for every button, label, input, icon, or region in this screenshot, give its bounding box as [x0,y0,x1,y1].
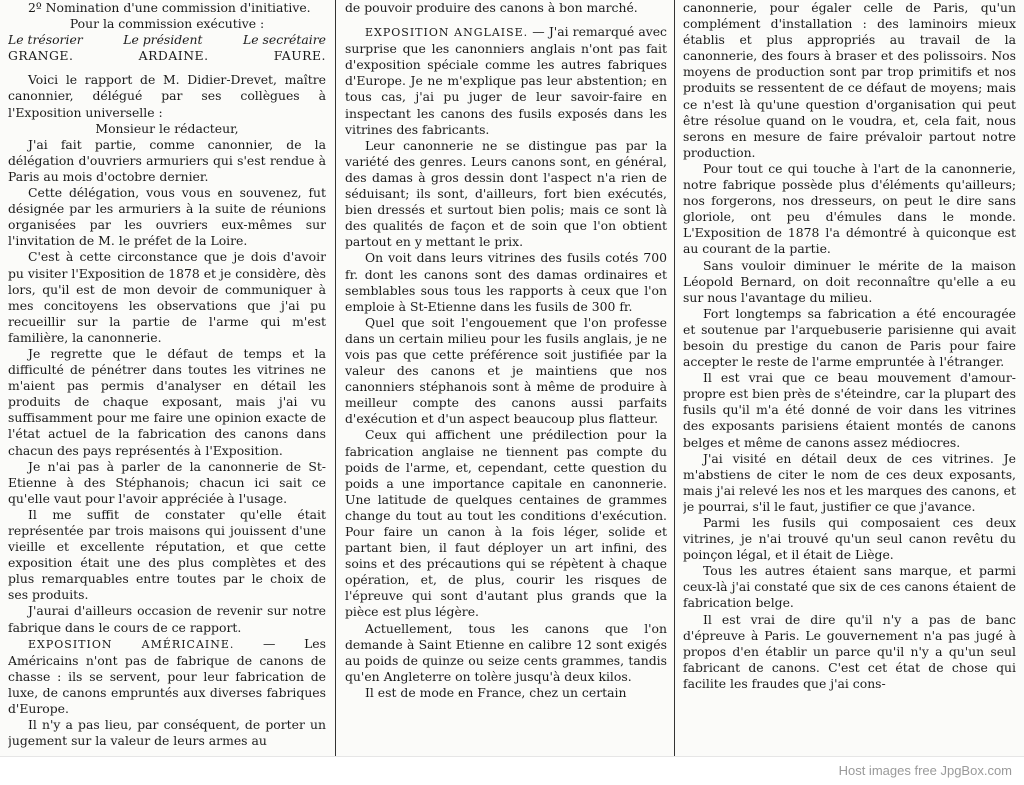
english-heading: EXPOSITION ANGLAISE. [365,26,529,40]
salutation: Monsieur le rédacteur, [95,120,239,136]
column-1 [8,0,326,756]
american-text: — Les Américains n'ont pas de fabrique de canons de chasse : ils se servent, pour leur fabrication de luxe, de canons empruntés aux diverses fabriques d'Europe. [8,635,326,717]
role-treasurer: Le trésorier [8,32,83,48]
role-secretary: Le secrétaire [243,32,326,48]
paragraph: Il me suffit de constater qu'elle était représentée par trois maisons qui jouissent d'une vieille et excellente réputation, et que cette exposition était une des plus complètes et des plus remarquables entre toutes par le choix de ses produits. [8,506,326,603]
paragraph: Je regrette que le défaut de temps et la difficulté de pénétrer dans toutes les vitrines ne m'aient pas permis d'analyser en détail les produits de chaque exposant, mais j'ai vu suffisamment pour me faire une opinion exacte de l'état actuel de la fabrication des canons dans chacun des pays représentés à l'Exposition. [8,345,326,458]
paragraph: Parmi les fusils qui composaient ces deux vitrines, je n'ai trouvé qu'un seul canon revêtu du poinçon légal, et il était de Liège. [683,515,1016,563]
paragraph: J'ai visité en détail deux de ces vitrines. Je m'abstiens de citer le nom de ces deux exposants, mais j'ai relevé les nos et les marques des canons, et je pourrai, s'il le faut, justifier ce que j'avance. [683,450,1016,514]
name-treasurer: GRANGE. [8,48,74,64]
paragraph: Pour tout ce qui touche à l'art de la canonnerie, notre fabrique possède plus d'éléments qu'ailleurs; nos forgerons, nos dresseurs, on peut le dire sans gloriole, ont peu d'émules dans le monde. L'Exposition de 1878 l'a démontré à quiconque est au courant de la partie. [683,160,1016,257]
column-2 [345,0,667,756]
paragraph: Tous les autres étaient sans marque, et parmi ceux-là j'ai constaté que six de ces canons étaient de fabrication belge. [683,563,1016,611]
paragraph: Actuellement, tous les canons que l'on demande à Saint Etienne en calibre 12 sont exigés au poids de quinze ou seize cents grammes, tandis qu'en Angleterre on tolère jusqu'à deux kilos. [345,620,667,684]
paragraph: J'aurai d'ailleurs occasion de revenir sur notre fabrique dans le cours de ce rapport. [8,603,326,635]
american-heading: EXPOSITION AMÉRICAINE. [28,637,235,651]
paragraph: J'ai fait partie, comme canonnier, de la délégation d'ouvriers armuriers qui s'est rendue à Paris au mois d'octobre dernier. [8,136,326,184]
paragraph: Fort longtemps sa fabrication a été encouragée et soutenue par l'arquebuserie parisienne qui avait besoin du prestige du canon de Paris pour faire accepter le reste de l'arme empruntée à l'étranger. [683,305,1016,370]
column-3 [683,0,1016,756]
column-divider [335,0,336,756]
name-president: ARDAINE. [138,48,209,64]
paragraph: Cette délégation, vous vous en souvenez, fut désignée par les armuriers à la suite de réunions organisées par les ouvriers eux-mêmes sur l'invitation de M. le préfet de la Loire. [8,185,326,249]
paragraph: Il est vrai que ce beau mouvement d'amour-propre est bien près de s'éteindre, car la plupart des fusils qu'il m'a été donné de voir dans les vitrines des exposants parisiens étaient montés de canons belges et même de canons assez médiocres. [683,370,1016,450]
paragraph: canonnerie, pour égaler celle de Paris, qu'un complément d'installation : des laminoirs mieux établis et plus appropriés au travail de la canonnerie, des fours à braser et des polissoirs. Nos moyens de production sont par trop primitifs et nos produits se ressentent de ce défaut de moyens; mais ce n'est là qu'une question d'organisation qui peut être résolue quand on le voudra, et, cela fait, nous serons en mesure de faire prévaloir partout notre production. [683,0,1016,160]
paragraph: de pouvoir produire des canons à bon marché. [345,0,638,15]
paragraph: Sans vouloir diminuer le mérite de la maison Léopold Bernard, on doit reconnaître qu'elle a eu sur nous l'avantage du milieu. [683,257,1016,305]
paragraph: Il est de mode en France, chez un certain [365,684,627,700]
column-divider [674,0,675,756]
watermark-link[interactable]: Host images free JpgBox.com [838,763,1012,778]
signatory-names [8,48,326,64]
agenda-item-2: 2º Nomination d'une commission d'initiative. [28,0,311,15]
english-text: — J'ai remarqué avec surprise que les canonniers anglais n'ont pas fait d'exposition spéciale comme les autres fabriques d'Europe. Je ne m'explique pas leur abstention; en tous cas, j'ai pu juger de leur savoir-faire en inspectant les canons des fusils exposés dans les vitrines des fabricants. [345,24,667,137]
report-intro: Voici le rapport de M. Didier-Drevet, maître canonnier, délégué par ses collègues à l'Exposition universelle : [8,72,326,120]
paragraph: Il n'y a pas lieu, par conséquent, de porter un jugement sur la valeur de leurs armes au [8,717,326,749]
paragraph: Je n'ai pas à parler de la canonnerie de St-Etienne à des Stéphanois; chacun ici sait ce qu'elle vaut pour l'avoir appréciée à l'usage. [8,458,326,506]
paragraph: C'est à cette circonstance que je dois d'avoir pu visiter l'Exposition de 1878 et je considère, dès lors, qu'il est de mon devoir de communiquer à mes concitoyens les observations que j'ai pu recueillir sur la partie de l'arme qui m'est familière, la canonnerie. [8,249,326,345]
paragraph: Il est vrai de dire qu'il n'y a pas de banc d'épreuve à Paris. Le gouvernement n'a pas jugé à propos d'en établir un parce qu'il n'y a qu'un seul fabricant de canons. C'est cet état de chose qui facilite les fraudes que j'ai cons- [683,611,1016,691]
signatory-roles [8,32,326,48]
american-section [8,636,326,717]
role-president: Le président [123,32,203,48]
paragraph: Leur canonnerie ne se distingue pas par la variété des genres. Leurs canons sont, en général, des damas à gros dessin dont l'aspect n'a rien de séduisant; ils sont, d'ailleurs, fort bien exécutés, bien dressés et surtout bien polis; mais ce sont là des qualités de façon et de soin que l'on obtient partout en y mettant le prix. [345,137,667,250]
name-secretary: FAURE. [273,48,326,64]
paragraph: Quel que soit l'engouement que l'on professe dans un certain milieu pour les fusils anglais, je ne vois pas que cette préférence soit justifiée par la valeur des canons et je maintiens que nos canonniers stéphanois sont à même de produire à meilleur compte des canons aussi parfaits d'exécution et d'un aspect beaucoup plus flatteur. [345,314,667,427]
footer-bar [0,756,1024,785]
commission-heading: Pour la commission exécutive : [69,16,265,32]
paragraph: On voit dans leurs vitrines des fusils cotés 700 fr. dont les canons sont des damas ordinaires et semblables sous tous les rapports à ceux que l'on emploie à St-Etienne dans les fusils de 300 fr. [345,250,667,314]
paragraph: Ceux qui affichent une prédilection pour la fabrication anglaise ne tiennent pas compte du poids de l'arme, et, cependant, cette question du poids a une importance capitale en canonnerie. Une latitude de quelques centaines de grammes change du tout au tout les conditions d'exécution. Pour faire un canon à la fois léger, solide et partant bien, il faut déployer un art infini, des soins et des précautions qui se répètent à chaque opération, et, de plus, courir les risques de l'épreuve qui sont d'autant plus grands que la pièce est plus légère. [345,427,667,620]
english-section [345,24,667,138]
